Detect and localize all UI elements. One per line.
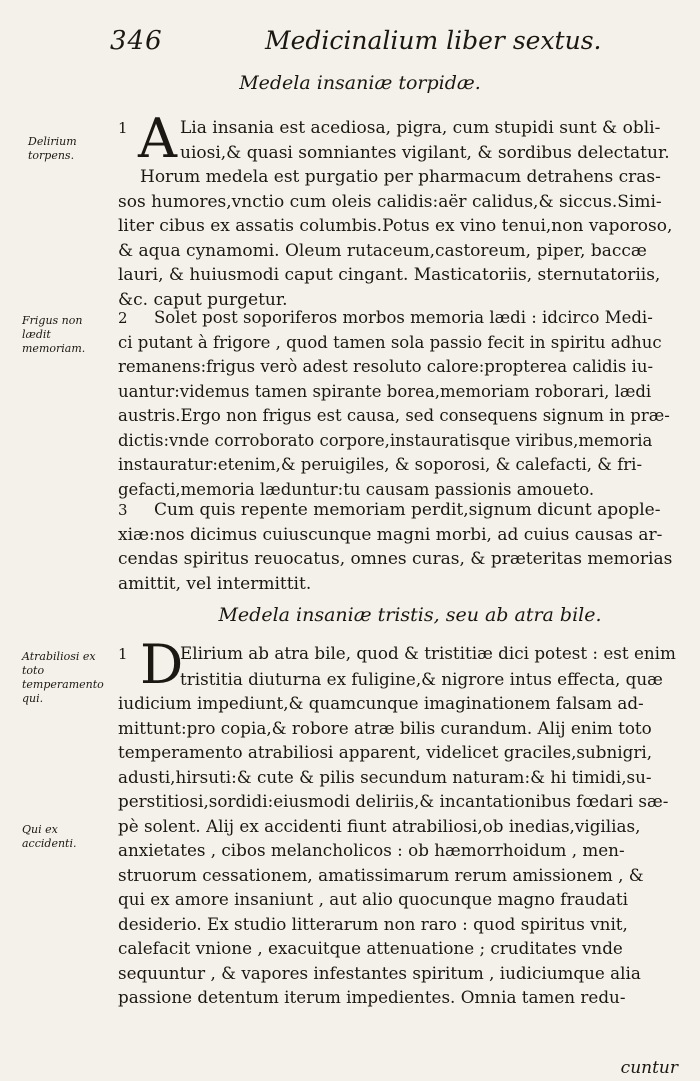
text-line: gefacti,memoria læduntur:tu causam passionis amoueto. — [118, 479, 595, 499]
section-title-tristis: Medela insaniæ tristis, seu ab atra bile. — [218, 604, 602, 626]
text-line: adusti,hirsuti:& cute & pilis secundum naturam:& hi timidi,su- — [118, 766, 652, 787]
text-line: instauratur:etenim,& peruigiles, & soporosi, & calefacti, & fri- — [118, 455, 643, 474]
text-line: anxietates , cibos melancholicos : ob hæmorrhoidum , men- — [118, 840, 625, 860]
text-line: pè solent. Alij ex accidenti fiunt atrabiliosi,ob inedias,vigilias, — [118, 815, 641, 836]
text-line: tristitia diuturna ex fuligine,& nigrore intus effecta, quæ — [180, 668, 663, 689]
text-line: Horum medela est purgatio per pharmacum detrahens cras- — [140, 167, 661, 187]
margin-note-atrabiliosi: Atrabiliosi ex toto temperamento qui. — [22, 650, 104, 705]
text-line: temperamento atrabiliosi apparent, videlicet graciles,subnigri, — [118, 742, 653, 762]
text-line: ci putant à frigore , quod tamen sola passio fecit in spiritu adhuc — [118, 332, 662, 352]
text-line: iudicium impediunt,& quamcunque imaginationem falsam ad- — [118, 693, 644, 713]
text-line: Cum quis repente memoriam perdit,signum dicunt apople- — [154, 500, 661, 520]
paragraph-number: 1 — [118, 119, 128, 137]
text-line: Solet post soporiferos morbos memoria lædi : idcirco Medi- — [154, 308, 653, 327]
text-line: remanens:frigus verò adest resoluto calore:propterea calidis iu- — [118, 357, 654, 376]
paragraph-number: 3 — [118, 501, 128, 519]
text-line: lauri, & huiusmodi caput cingant. Masticatoriis, sternutatoriis, — [118, 265, 661, 285]
text-line: sos humores,vnctio cum oleis calidis:aër calidus,& siccus.Simi- — [118, 191, 662, 212]
paragraph-1-3 — [118, 498, 672, 596]
text-line: calefacit vnione , exacuitque attenuatione ; cruditates vnde — [118, 938, 623, 958]
text-line: uiosi,& quasi somniantes vigilant, & sordibus delectatur. — [180, 142, 670, 163]
text-line: xiæ:nos dicimus cuiuscunque magni morbi, ad cuius causas ar- — [118, 524, 663, 545]
text-line: austris.Ergo non frigus est causa, sed consequens signum in præ- — [118, 406, 670, 425]
text-line: Lia insania est acediosa, pigra, cum stupidi sunt & obli- — [180, 118, 661, 138]
paragraph-2-1 — [118, 633, 676, 1010]
dropcap-a: A — [138, 107, 177, 170]
dropcap-d: D — [140, 633, 184, 696]
text-line: desiderio. Ex studio litterarum non raro : quod spiritus vnit, — [118, 913, 628, 934]
text-line: qui ex amore insaniunt , aut alio quocunque magno fraudati — [118, 889, 629, 909]
text-line: perstitiosi,sordidi:eiusmodi deliriis,& incantationibus fœdari sæ- — [118, 791, 669, 811]
section-title-torpidae: Medela insaniæ torpidæ. — [239, 72, 481, 94]
paragraph-number: 2 — [118, 309, 128, 327]
catchword: cuntur — [620, 1058, 678, 1078]
paragraph-number: 1 — [118, 645, 128, 663]
page-header — [110, 22, 602, 62]
paragraph-1-2 — [118, 306, 670, 502]
text-line: Elirium ab atra bile, quod & tristitiæ dici potest : est enim — [180, 643, 676, 663]
margin-note-ex-accidenti: Qui ex accidenti. — [22, 823, 77, 850]
text-line: &c. caput purgetur. — [118, 289, 288, 310]
text-line: struorum cessationem, amatissimarum rerum amissionem , & — [118, 864, 644, 885]
text-line: amittit, vel intermittit. — [118, 573, 312, 594]
text-line: & aqua cynamomi. Oleum rutaceum,castoreum, piper, baccæ — [118, 240, 647, 261]
margin-note-frigus: Frigus non lædit memoriam. — [22, 314, 86, 355]
text-line: cendas spiritus reuocatus, omnes curas, & præteritas memorias — [118, 549, 673, 569]
running-title: Medicinalium liber sextus. — [265, 26, 602, 55]
text-line: liter cibus ex assatis columbis.Potus ex vino tenui,non vaporoso, — [118, 216, 673, 236]
text-line: uantur:videmus tamen spirante borea,memoriam roborari, lædi — [118, 381, 652, 401]
text-line: passione detentum iterum impedientes. Omnia tamen redu- — [118, 987, 626, 1007]
paragraph-1-1 — [118, 107, 673, 312]
page-number: 346 — [110, 26, 163, 56]
text-line: mittunt:pro copia,& robore atræ bilis curandum. Alij enim toto — [118, 717, 652, 738]
text-line: dictis:vnde corroborato corpore,instauratisque viribus,memoria — [118, 430, 653, 450]
margin-note-delirium-torpens: Delirium torpens. — [28, 135, 77, 162]
text-line: sequuntur , & vapores infestantes spiritum , iudiciumque alia — [118, 962, 641, 983]
